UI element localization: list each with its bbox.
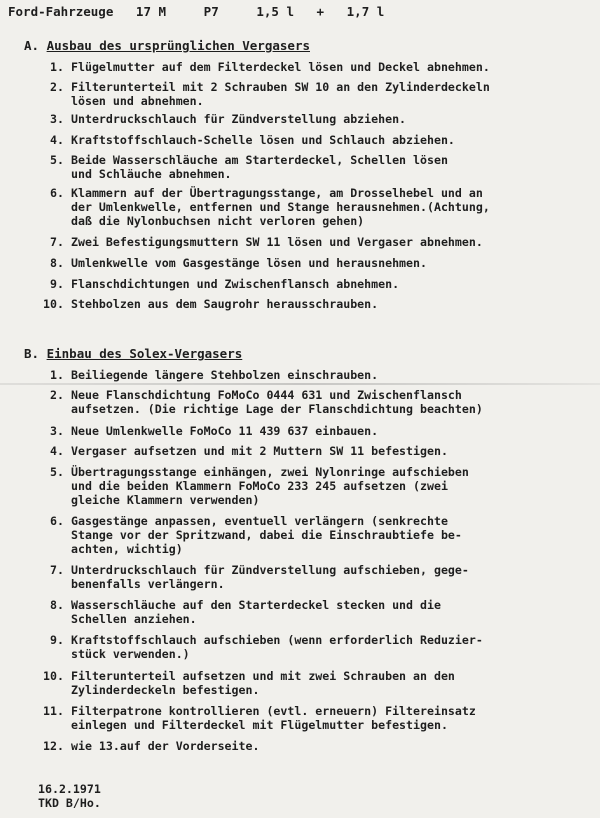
item-text-line: Neue Flanschdichtung FoMoCo 0444 631 und Zwischenflansch bbox=[71, 388, 462, 402]
item-text bbox=[71, 256, 596, 270]
item-text-line: Beiliegende längere Stehbolzen einschrauben. bbox=[71, 368, 379, 382]
item-text-line: Klammern auf der Übertragungsstange, am Drosselhebel und an bbox=[71, 186, 483, 200]
item-text bbox=[71, 424, 596, 438]
item-text bbox=[71, 368, 596, 382]
item-number: 1. bbox=[50, 368, 64, 382]
item-text-line: Filterunterteil aufsetzen und mit zwei Schrauben an den bbox=[71, 669, 455, 683]
item-text bbox=[71, 704, 596, 732]
item-text bbox=[71, 235, 596, 249]
item-number: 9. bbox=[50, 277, 64, 291]
footer-date: 16.2.1971 bbox=[38, 782, 101, 796]
item-text-line: aufsetzen. (Die richtige Lage der Flanschdichtung beachten) bbox=[71, 402, 483, 416]
item-number: 2. bbox=[50, 80, 64, 94]
item-text bbox=[71, 465, 596, 507]
item-text bbox=[71, 133, 596, 147]
item-text-line: Beide Wasserschläuche am Starterdeckel, Schellen lösen bbox=[71, 153, 448, 167]
item-text bbox=[71, 669, 596, 697]
item-number: 8. bbox=[50, 598, 64, 612]
item-number: 2. bbox=[50, 388, 64, 402]
item-text bbox=[71, 277, 596, 291]
item-number: 3. bbox=[50, 424, 64, 438]
section-b-title: Einbau des Solex-Vergasers bbox=[46, 346, 243, 361]
item-text bbox=[71, 739, 596, 753]
item-number: 7. bbox=[50, 563, 64, 577]
item-text-line: Übertragungsstange einhängen, zwei Nylonringe aufschieben bbox=[71, 465, 469, 479]
item-text-line: Kraftstoffschlauch-Schelle lösen und Schlauch abziehen. bbox=[71, 133, 455, 147]
item-number: 12. bbox=[43, 739, 64, 753]
footer-reference: TKD B/Ho. bbox=[38, 796, 101, 810]
item-number: 1. bbox=[50, 60, 64, 74]
item-text-line: Neue Umlenkwelle FoMoCo 11 439 637 einbauen. bbox=[71, 424, 379, 438]
item-text-line: Unterdruckschlauch für Zündverstellung aufschieben, gege- bbox=[71, 563, 469, 577]
item-number: 9. bbox=[50, 633, 64, 647]
item-text-line: achten, wichtig) bbox=[71, 542, 183, 556]
item-text bbox=[71, 153, 596, 181]
item-text-line: Vergaser aufsetzen und mit 2 Muttern SW 11 befestigen. bbox=[71, 444, 448, 458]
item-text bbox=[71, 388, 596, 416]
item-text bbox=[71, 598, 596, 626]
item-text-line: benenfalls verlängern. bbox=[71, 577, 225, 591]
item-text-line: Stange vor der Spritzwand, dabei die Einschraubtiefe be- bbox=[71, 528, 462, 542]
item-text-line: gleiche Klammern verwenden) bbox=[71, 493, 260, 507]
item-text-line: der Umlenkwelle, entfernen und Stange herausnehmen.(Achtung, bbox=[71, 200, 490, 214]
item-number: 11. bbox=[43, 704, 64, 718]
item-text-line: lösen und abnehmen. bbox=[71, 94, 204, 108]
item-text bbox=[71, 60, 596, 74]
item-text-line: und Schläuche abnehmen. bbox=[71, 167, 232, 181]
item-number: 6. bbox=[50, 186, 64, 200]
item-number: 3. bbox=[50, 112, 64, 126]
item-number: 8. bbox=[50, 256, 64, 270]
document-header: Ford-Fahrzeuge 17 M P7 1,5 l + 1,7 l bbox=[8, 4, 385, 19]
item-text bbox=[71, 444, 596, 458]
section-b-heading bbox=[24, 346, 242, 361]
item-text-line: stück verwenden.) bbox=[71, 647, 190, 661]
item-number: 6. bbox=[50, 514, 64, 528]
item-text-line: Gasgestänge anpassen, eventuell verlängern (senkrechte bbox=[71, 514, 448, 528]
item-text-line: Stehbolzen aus dem Saugrohr herausschrauben. bbox=[71, 297, 379, 311]
item-text bbox=[71, 112, 596, 126]
section-a-title: Ausbau des ursprünglichen Vergasers bbox=[46, 38, 310, 53]
item-text-line: Zylinderdeckeln befestigen. bbox=[71, 683, 260, 697]
item-number: 5. bbox=[50, 465, 64, 479]
item-text-line: Flanschdichtungen und Zwischenflansch abnehmen. bbox=[71, 277, 400, 291]
item-text-line: Kraftstoffschlauch aufschieben (wenn erforderlich Reduzier- bbox=[71, 633, 483, 647]
item-number: 4. bbox=[50, 133, 64, 147]
item-text-line: Wasserschläuche auf den Starterdeckel stecken und die bbox=[71, 598, 441, 612]
item-text-line: Unterdruckschlauch für Zündverstellung abziehen. bbox=[71, 112, 407, 126]
item-text bbox=[71, 297, 596, 311]
section-a-heading bbox=[24, 38, 310, 53]
item-text-line: Umlenkwelle vom Gasgestänge lösen und herausnehmen. bbox=[71, 256, 427, 270]
item-text-line: und die beiden Klammern FoMoCo 233 245 aufsetzen (zwei bbox=[71, 479, 448, 493]
item-text-line: einlegen und Filterdeckel mit Flügelmutter befestigen. bbox=[71, 718, 448, 732]
item-number: 5. bbox=[50, 153, 64, 167]
item-number: 10. bbox=[43, 669, 64, 683]
item-text-line: Flügelmutter auf dem Filterdeckel lösen und Deckel abnehmen. bbox=[71, 60, 490, 74]
paper-fold-line bbox=[0, 383, 600, 385]
section-b-letter: B. bbox=[24, 346, 40, 361]
item-text-line: Zwei Befestigungsmuttern SW 11 lösen und Vergaser abnehmen. bbox=[71, 235, 483, 249]
item-text bbox=[71, 633, 596, 661]
item-text-line: Schellen anziehen. bbox=[71, 612, 197, 626]
item-text bbox=[71, 514, 596, 556]
item-number: 10. bbox=[43, 297, 64, 311]
item-text-line: Filterpatrone kontrollieren (evtl. erneuern) Filtereinsatz bbox=[71, 704, 476, 718]
item-text-line: Filterunterteil mit 2 Schrauben SW 10 an den Zylinderdeckeln bbox=[71, 80, 490, 94]
item-text-line: daß die Nylonbuchsen nicht verloren gehen) bbox=[71, 214, 365, 228]
item-number: 7. bbox=[50, 235, 64, 249]
item-text bbox=[71, 186, 596, 228]
item-number: 4. bbox=[50, 444, 64, 458]
item-text bbox=[71, 563, 596, 591]
item-text bbox=[71, 80, 596, 108]
item-text-line: wie 13.auf der Vorderseite. bbox=[71, 739, 260, 753]
section-a-letter: A. bbox=[24, 38, 40, 53]
